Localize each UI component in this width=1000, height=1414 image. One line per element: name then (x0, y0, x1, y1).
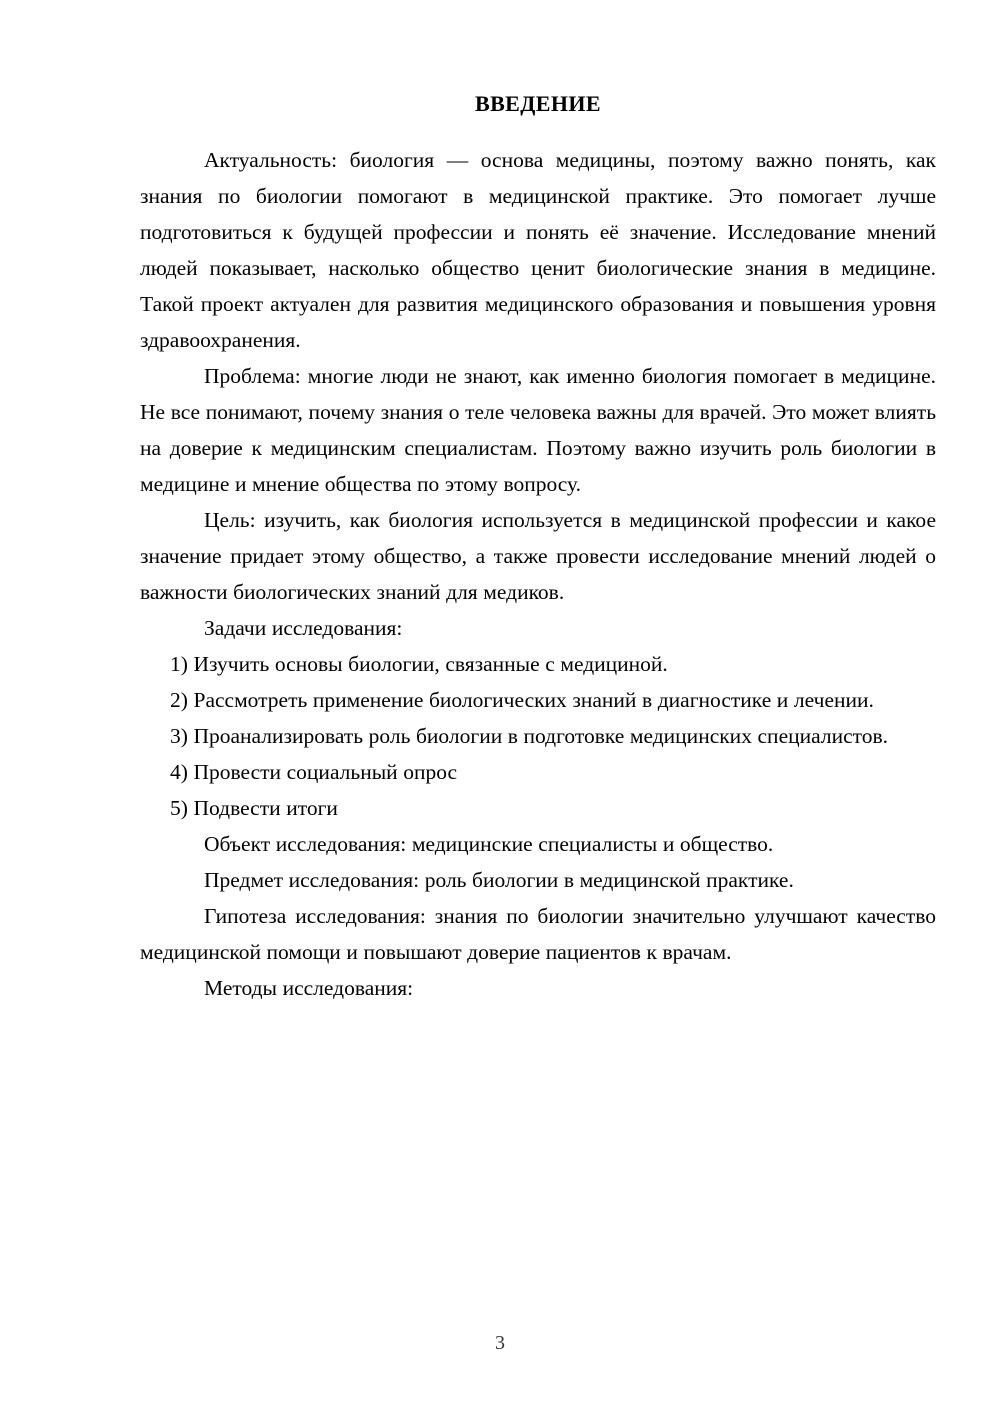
list-item-task-3: 3) Проанализировать роль биологии в подготовке медицинских специалистов. (170, 724, 889, 748)
list-item-task-2: 2) Рассмотреть применение биологических знаний в диагностике и лечении. (170, 688, 874, 712)
list-item-task-4: 4) Провести социальный опрос (170, 760, 458, 784)
paragraph-methods-title: Методы исследования: (204, 976, 414, 1000)
paragraph-tasks-title: Задачи исследования: (204, 616, 403, 640)
list-item-task-1: 1) Изучить основы биологии, связанные с медициной. (170, 652, 668, 676)
paragraph-hypothesis: Гипотеза исследования: знания по биологии значительно улучшают качество медицинской помощи и повышают доверие пациентов к врачам. (140, 904, 936, 964)
paragraph-subject: Предмет исследования: роль биологии в медицинской практике. (204, 868, 794, 892)
page-number: 3 (495, 1332, 505, 1354)
paragraph-object: Объект исследования: медицинские специалисты и общество. (204, 832, 774, 856)
page-title: ВВЕДЕНИЕ (475, 91, 601, 116)
paragraph-problem: Проблема: многие люди не знают, как именно биология помогает в медицине. Не все понимают, почему знания о теле человека важны для врачей. Это может влиять на доверие к медицинским специалистам. Поэтому важно изучить роль биологии в медицине и мнение общества по этому вопросу. (140, 364, 936, 496)
page-content (140, 88, 936, 1006)
list-item-task-5: 5) Подвести итоги (170, 796, 338, 820)
paragraph-relevance: Актуальность: биология — основа медицины, поэтому важно понять, как знания по биологии помогают в медицинской практике. Это помогает лучше подготовиться к будущей профессии и понять её значение. Исследование мнений людей показывает, насколько общество ценит биологические знания в медицине. Такой проект актуален для развития медицинского образования и повышения уровня здравоохранения. (140, 148, 936, 352)
body-text (140, 142, 936, 1006)
paragraph-goal: Цель: изучить, как биология используется в медицинской профессии и какое значение придает этому общество, а также провести исследование мнений людей о важности биологических знаний для медиков. (140, 508, 936, 604)
